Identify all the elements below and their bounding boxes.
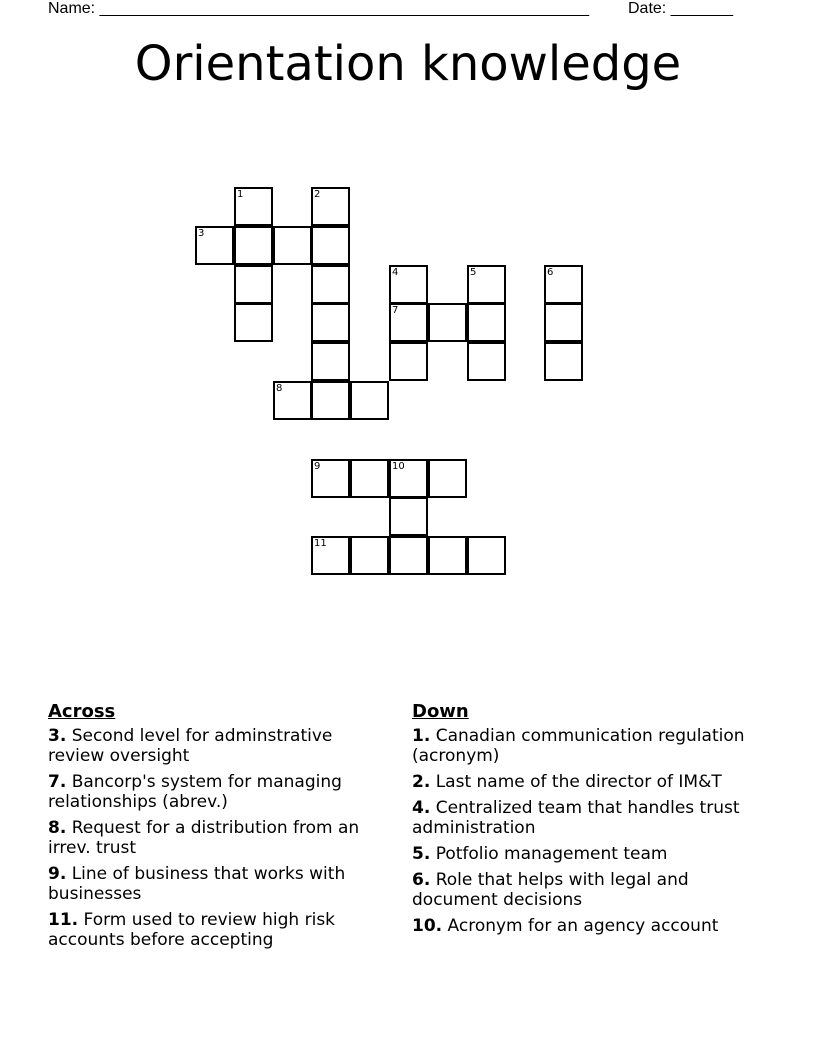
- clue-text: Centralized team that handles trust administration: [412, 798, 740, 838]
- cell-number: 11: [314, 538, 327, 549]
- grid-cell[interactable]: [389, 497, 428, 536]
- down-clue-5: [412, 844, 757, 864]
- cell-number: 7: [392, 305, 399, 316]
- clue-text: Request for a distribution from an irrev. trust: [48, 818, 360, 858]
- across-clues: [48, 702, 378, 956]
- down-clue-1: [412, 726, 757, 766]
- grid-cell[interactable]: [389, 459, 428, 498]
- down-clue-6: [412, 870, 757, 910]
- grid-cell[interactable]: [350, 381, 389, 420]
- across-clue-8: [48, 818, 378, 858]
- across-clue-9: [48, 864, 378, 904]
- clue-text: Bancorp's system for managing relationships (abrev.): [48, 772, 342, 812]
- grid-cell[interactable]: [234, 226, 273, 265]
- grid-cell[interactable]: [467, 536, 506, 575]
- cell-number: 10: [392, 461, 405, 472]
- name-field[interactable]: Name: _______________________________________________________: [48, 0, 589, 17]
- grid-cell[interactable]: [311, 265, 350, 304]
- grid-cell[interactable]: [389, 536, 428, 575]
- grid-cell[interactable]: [467, 303, 506, 342]
- grid-cell[interactable]: [467, 342, 506, 381]
- clue-text: Line of business that works with businesses: [48, 864, 346, 904]
- grid-cell[interactable]: [389, 265, 428, 304]
- grid-cell[interactable]: [428, 459, 467, 498]
- cell-number: 1: [237, 189, 244, 200]
- clue-number: 5.: [412, 844, 431, 864]
- clue-text: Potfolio management team: [435, 844, 668, 864]
- cell-number: 3: [198, 228, 205, 239]
- grid-cell[interactable]: [273, 226, 312, 265]
- grid-cell[interactable]: [311, 459, 350, 498]
- grid-cell[interactable]: [311, 187, 350, 226]
- cell-number: 8: [276, 383, 283, 394]
- cell-number: 2: [314, 189, 321, 200]
- down-heading: Down: [412, 701, 469, 722]
- down-clues: [412, 702, 757, 942]
- down-clue-10: [412, 916, 757, 936]
- cell-number: 5: [470, 267, 477, 278]
- grid-cell[interactable]: [273, 381, 312, 420]
- clue-text: Acronym for an agency account: [447, 916, 719, 936]
- grid-cell[interactable]: [350, 536, 389, 575]
- grid-cell[interactable]: [350, 459, 389, 498]
- grid-cell[interactable]: [195, 226, 234, 265]
- date-field[interactable]: Date: _______: [628, 0, 733, 17]
- clue-text: Form used to review high risk accounts before accepting: [48, 910, 336, 950]
- grid-cell[interactable]: [544, 303, 583, 342]
- grid-cell[interactable]: [467, 265, 506, 304]
- clue-number: 1.: [412, 726, 431, 746]
- grid-cell[interactable]: [428, 303, 467, 342]
- grid-cell[interactable]: [234, 265, 273, 304]
- clue-number: 7.: [48, 772, 67, 792]
- clue-text: Role that helps with legal and document decisions: [412, 870, 689, 910]
- down-clue-2: [412, 772, 757, 792]
- puzzle-title: Orientation knowledge: [134, 36, 682, 92]
- grid-cell[interactable]: [544, 265, 583, 304]
- across-clue-7: [48, 772, 378, 812]
- clue-text: Last name of the director of IM&T: [435, 772, 722, 792]
- clue-number: 10.: [412, 916, 443, 936]
- clue-number: 6.: [412, 870, 431, 890]
- across-clue-11: [48, 910, 378, 950]
- grid-cell[interactable]: [234, 187, 273, 226]
- cell-number: 9: [314, 461, 321, 472]
- clue-number: 11.: [48, 910, 79, 930]
- down-clue-4: [412, 798, 757, 838]
- clue-number: 4.: [412, 798, 431, 818]
- grid-cell[interactable]: [428, 536, 467, 575]
- clue-number: 8.: [48, 818, 67, 838]
- across-heading: Across: [48, 701, 116, 722]
- grid-cell[interactable]: [311, 342, 350, 381]
- grid-cell[interactable]: [311, 536, 350, 575]
- grid-cell[interactable]: [389, 342, 428, 381]
- clue-number: 9.: [48, 864, 67, 884]
- cell-number: 4: [392, 267, 399, 278]
- clue-number: 2.: [412, 772, 431, 792]
- grid-cell[interactable]: [234, 303, 273, 342]
- grid-cell[interactable]: [544, 342, 583, 381]
- clue-text: Canadian communication regulation (acronym): [412, 726, 745, 766]
- grid-cell[interactable]: [389, 303, 428, 342]
- grid-cell[interactable]: [311, 303, 350, 342]
- cell-number: 6: [547, 267, 554, 278]
- grid-cell[interactable]: [311, 226, 350, 265]
- grid-cell[interactable]: [311, 381, 350, 420]
- clue-text: Second level for adminstrative review oversight: [48, 726, 333, 766]
- across-clue-3: [48, 726, 378, 766]
- clue-number: 3.: [48, 726, 67, 746]
